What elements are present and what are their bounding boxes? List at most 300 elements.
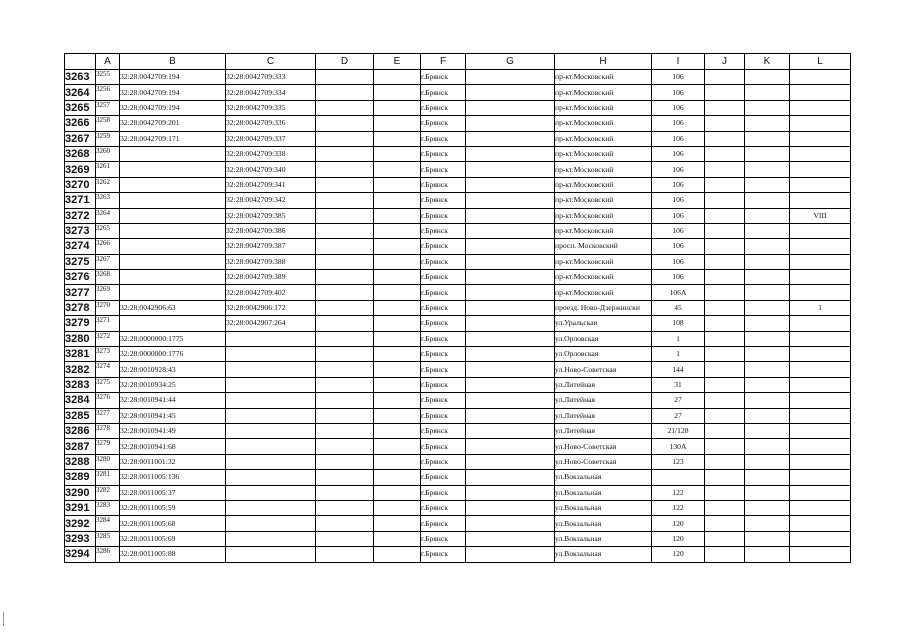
cell-e[interactable]: [374, 377, 421, 392]
cell-b[interactable]: 32:28:0011001:32: [120, 454, 226, 469]
cell-d[interactable]: [316, 177, 374, 192]
cell-e[interactable]: [374, 177, 421, 192]
cell-i[interactable]: 106: [652, 177, 705, 192]
cell-k[interactable]: [745, 516, 790, 531]
cell-l[interactable]: [790, 485, 851, 500]
cell-h[interactable]: пр-кт.Московский: [555, 193, 652, 208]
cell-a[interactable]: 3257: [96, 100, 120, 115]
cell-a[interactable]: 3279: [96, 439, 120, 454]
cell-i[interactable]: 122: [652, 485, 705, 500]
cell-c[interactable]: 32:28:0042709:342: [226, 193, 316, 208]
cell-k[interactable]: [745, 285, 790, 300]
cell-f[interactable]: г.Брянск: [421, 408, 466, 423]
cell-c[interactable]: 32:28:0042709:341: [226, 177, 316, 192]
cell-c[interactable]: [226, 516, 316, 531]
cell-i[interactable]: 106: [652, 193, 705, 208]
cell-f[interactable]: г.Брянск: [421, 485, 466, 500]
cell-h[interactable]: ул.Вокзальная: [555, 531, 652, 546]
cell-d[interactable]: [316, 85, 374, 100]
cell-k[interactable]: [745, 439, 790, 454]
cell-i[interactable]: 106: [652, 162, 705, 177]
cell-k[interactable]: [745, 485, 790, 500]
cell-l[interactable]: [790, 131, 851, 146]
cell-d[interactable]: [316, 300, 374, 315]
cell-e[interactable]: [374, 300, 421, 315]
cell-l[interactable]: [790, 470, 851, 485]
cell-l[interactable]: [790, 146, 851, 161]
cell-b[interactable]: 32:28:0011005:69: [120, 531, 226, 546]
cell-b[interactable]: 32:28:0042709:171: [120, 131, 226, 146]
cell-h[interactable]: ул.Вокзальная: [555, 470, 652, 485]
cell-e[interactable]: [374, 146, 421, 161]
cell-a[interactable]: 3282: [96, 485, 120, 500]
row-number[interactable]: 3290: [65, 485, 96, 500]
cell-h[interactable]: просп. Московский: [555, 239, 652, 254]
cell-i[interactable]: 27: [652, 393, 705, 408]
cell-e[interactable]: [374, 85, 421, 100]
cell-c[interactable]: 32:28:0042709:385: [226, 208, 316, 223]
row-number[interactable]: 3287: [65, 439, 96, 454]
cell-c[interactable]: [226, 485, 316, 500]
cell-f[interactable]: г.Брянск: [421, 316, 466, 331]
cell-b[interactable]: 32:28:0042709:194: [120, 85, 226, 100]
cell-g[interactable]: [466, 316, 555, 331]
cell-b[interactable]: 32:28:0042709:194: [120, 70, 226, 85]
cell-j[interactable]: [705, 331, 745, 346]
cell-l[interactable]: [790, 70, 851, 85]
cell-i[interactable]: 144: [652, 362, 705, 377]
cell-f[interactable]: г.Брянск: [421, 208, 466, 223]
row-number[interactable]: 3273: [65, 223, 96, 238]
cell-a[interactable]: 3267: [96, 254, 120, 269]
row-number[interactable]: 3294: [65, 547, 96, 562]
cell-e[interactable]: [374, 316, 421, 331]
cell-j[interactable]: [705, 423, 745, 438]
cell-f[interactable]: г.Брянск: [421, 146, 466, 161]
cell-g[interactable]: [466, 254, 555, 269]
cell-k[interactable]: [745, 347, 790, 362]
cell-l[interactable]: [790, 223, 851, 238]
cell-i[interactable]: 106А: [652, 285, 705, 300]
cell-f[interactable]: г.Брянск: [421, 116, 466, 131]
cell-j[interactable]: [705, 254, 745, 269]
cell-k[interactable]: [745, 423, 790, 438]
cell-j[interactable]: [705, 116, 745, 131]
cell-f[interactable]: г.Брянск: [421, 70, 466, 85]
cell-f[interactable]: г.Брянск: [421, 331, 466, 346]
cell-j[interactable]: [705, 146, 745, 161]
cell-g[interactable]: [466, 531, 555, 546]
cell-j[interactable]: [705, 516, 745, 531]
cell-h[interactable]: пр-кт.Московский: [555, 285, 652, 300]
cell-j[interactable]: [705, 377, 745, 392]
cell-i[interactable]: 106: [652, 146, 705, 161]
cell-g[interactable]: [466, 193, 555, 208]
cell-e[interactable]: [374, 393, 421, 408]
row-number[interactable]: 3264: [65, 85, 96, 100]
cell-k[interactable]: [745, 500, 790, 515]
cell-b[interactable]: [120, 162, 226, 177]
cell-j[interactable]: [705, 162, 745, 177]
row-number[interactable]: 3270: [65, 177, 96, 192]
cell-e[interactable]: [374, 423, 421, 438]
cell-b[interactable]: [120, 177, 226, 192]
cell-f[interactable]: г.Брянск: [421, 454, 466, 469]
cell-d[interactable]: [316, 331, 374, 346]
row-number[interactable]: 3293: [65, 531, 96, 546]
cell-a[interactable]: 3285: [96, 531, 120, 546]
cell-e[interactable]: [374, 485, 421, 500]
row-number[interactable]: 3283: [65, 377, 96, 392]
cell-f[interactable]: г.Брянск: [421, 239, 466, 254]
cell-c[interactable]: 32:28:0042709:389: [226, 270, 316, 285]
cell-i[interactable]: 106: [652, 223, 705, 238]
cell-d[interactable]: [316, 162, 374, 177]
cell-f[interactable]: г.Брянск: [421, 423, 466, 438]
row-number[interactable]: 3267: [65, 131, 96, 146]
cell-b[interactable]: [120, 285, 226, 300]
cell-a[interactable]: 3283: [96, 500, 120, 515]
row-number[interactable]: 3277: [65, 285, 96, 300]
cell-a[interactable]: 3263: [96, 193, 120, 208]
row-number[interactable]: 3265: [65, 100, 96, 115]
cell-e[interactable]: [374, 331, 421, 346]
cell-f[interactable]: г.Брянск: [421, 362, 466, 377]
cell-e[interactable]: [374, 254, 421, 269]
cell-k[interactable]: [745, 162, 790, 177]
cell-a[interactable]: 3275: [96, 377, 120, 392]
cell-g[interactable]: [466, 208, 555, 223]
cell-a[interactable]: 3261: [96, 162, 120, 177]
cell-e[interactable]: [374, 547, 421, 562]
cell-f[interactable]: г.Брянск: [421, 193, 466, 208]
cell-l[interactable]: [790, 377, 851, 392]
cell-g[interactable]: [466, 100, 555, 115]
cell-j[interactable]: [705, 177, 745, 192]
cell-j[interactable]: [705, 547, 745, 562]
cell-g[interactable]: [466, 470, 555, 485]
cell-d[interactable]: [316, 254, 374, 269]
cell-e[interactable]: [374, 116, 421, 131]
cell-l[interactable]: VIII: [790, 208, 851, 223]
cell-e[interactable]: [374, 70, 421, 85]
cell-a[interactable]: 3273: [96, 347, 120, 362]
cell-g[interactable]: [466, 70, 555, 85]
cell-f[interactable]: г.Брянск: [421, 500, 466, 515]
cell-h[interactable]: пр-кт.Московский: [555, 223, 652, 238]
cell-b[interactable]: [120, 208, 226, 223]
cell-l[interactable]: [790, 347, 851, 362]
row-number[interactable]: 3271: [65, 193, 96, 208]
column-header[interactable]: F: [421, 54, 466, 70]
cell-f[interactable]: г.Брянск: [421, 177, 466, 192]
cell-g[interactable]: [466, 454, 555, 469]
cell-d[interactable]: [316, 193, 374, 208]
cell-h[interactable]: ул.Ново-Советская: [555, 439, 652, 454]
cell-g[interactable]: [466, 393, 555, 408]
cell-e[interactable]: [374, 516, 421, 531]
row-number[interactable]: 3286: [65, 423, 96, 438]
cell-g[interactable]: [466, 485, 555, 500]
cell-d[interactable]: [316, 223, 374, 238]
cell-j[interactable]: [705, 131, 745, 146]
cell-j[interactable]: [705, 100, 745, 115]
cell-e[interactable]: [374, 347, 421, 362]
cell-j[interactable]: [705, 223, 745, 238]
row-number[interactable]: 3266: [65, 116, 96, 131]
cell-b[interactable]: 32:28:0042709:194: [120, 100, 226, 115]
column-header[interactable]: B: [120, 54, 226, 70]
cell-l[interactable]: [790, 85, 851, 100]
cell-i[interactable]: 106: [652, 116, 705, 131]
cell-j[interactable]: [705, 470, 745, 485]
cell-h[interactable]: пр-кт.Московский: [555, 131, 652, 146]
cell-h[interactable]: пр-кт.Московский: [555, 162, 652, 177]
cell-g[interactable]: [466, 516, 555, 531]
cell-b[interactable]: 32:28:0011005:59: [120, 500, 226, 515]
cell-k[interactable]: [745, 454, 790, 469]
cell-f[interactable]: г.Брянск: [421, 347, 466, 362]
cell-a[interactable]: 3280: [96, 454, 120, 469]
cell-a[interactable]: 3268: [96, 270, 120, 285]
cell-c[interactable]: [226, 393, 316, 408]
cell-l[interactable]: [790, 362, 851, 377]
cell-g[interactable]: [466, 347, 555, 362]
cell-b[interactable]: [120, 223, 226, 238]
cell-e[interactable]: [374, 362, 421, 377]
cell-g[interactable]: [466, 500, 555, 515]
cell-b[interactable]: 32:28:0010934:25: [120, 377, 226, 392]
cell-i[interactable]: 108: [652, 316, 705, 331]
cell-k[interactable]: [745, 531, 790, 546]
column-header[interactable]: [65, 54, 96, 70]
cell-a[interactable]: 3284: [96, 516, 120, 531]
cell-g[interactable]: [466, 362, 555, 377]
cell-i[interactable]: 106: [652, 131, 705, 146]
row-number[interactable]: 3276: [65, 270, 96, 285]
row-number[interactable]: 3278: [65, 300, 96, 315]
cell-d[interactable]: [316, 439, 374, 454]
cell-a[interactable]: 3278: [96, 423, 120, 438]
cell-j[interactable]: [705, 362, 745, 377]
cell-f[interactable]: г.Брянск: [421, 377, 466, 392]
cell-l[interactable]: [790, 177, 851, 192]
cell-a[interactable]: 3274: [96, 362, 120, 377]
cell-k[interactable]: [745, 146, 790, 161]
cell-c[interactable]: [226, 377, 316, 392]
cell-e[interactable]: [374, 531, 421, 546]
cell-i[interactable]: 1: [652, 331, 705, 346]
cell-i[interactable]: [652, 470, 705, 485]
cell-i[interactable]: 120: [652, 531, 705, 546]
cell-h[interactable]: проезд. Ново-Дзержински: [555, 300, 652, 315]
cell-l[interactable]: [790, 408, 851, 423]
cell-d[interactable]: [316, 285, 374, 300]
cell-c[interactable]: 32:28:0042709:402: [226, 285, 316, 300]
cell-a[interactable]: 3272: [96, 331, 120, 346]
cell-g[interactable]: [466, 177, 555, 192]
cell-c[interactable]: 32:28:0042709:338: [226, 146, 316, 161]
cell-b[interactable]: 32:28:0042709:201: [120, 116, 226, 131]
cell-a[interactable]: 3260: [96, 146, 120, 161]
cell-h[interactable]: ул.Ново-Советская: [555, 454, 652, 469]
cell-g[interactable]: [466, 270, 555, 285]
cell-b[interactable]: [120, 239, 226, 254]
cell-c[interactable]: 32:28:0042709:340: [226, 162, 316, 177]
column-header[interactable]: C: [226, 54, 316, 70]
cell-i[interactable]: 120: [652, 516, 705, 531]
cell-h[interactable]: ул.Литейная: [555, 423, 652, 438]
cell-f[interactable]: г.Брянск: [421, 254, 466, 269]
row-number[interactable]: 3263: [65, 70, 96, 85]
cell-f[interactable]: г.Брянск: [421, 85, 466, 100]
row-number[interactable]: 3282: [65, 362, 96, 377]
cell-d[interactable]: [316, 362, 374, 377]
cell-g[interactable]: [466, 423, 555, 438]
cell-k[interactable]: [745, 239, 790, 254]
cell-b[interactable]: [120, 270, 226, 285]
cell-c[interactable]: 32:28:0042709:337: [226, 131, 316, 146]
cell-i[interactable]: 106: [652, 239, 705, 254]
cell-b[interactable]: 32:28:0010941:68: [120, 439, 226, 454]
column-header[interactable]: I: [652, 54, 705, 70]
cell-f[interactable]: г.Брянск: [421, 131, 466, 146]
cell-e[interactable]: [374, 439, 421, 454]
cell-a[interactable]: 3286: [96, 547, 120, 562]
row-number[interactable]: 3284: [65, 393, 96, 408]
cell-h[interactable]: ул.Уральская: [555, 316, 652, 331]
row-number[interactable]: 3288: [65, 454, 96, 469]
cell-g[interactable]: [466, 146, 555, 161]
cell-f[interactable]: г.Брянск: [421, 300, 466, 315]
cell-i[interactable]: 106: [652, 208, 705, 223]
cell-e[interactable]: [374, 162, 421, 177]
cell-c[interactable]: [226, 347, 316, 362]
cell-h[interactable]: ул.Ново-Советская: [555, 362, 652, 377]
cell-f[interactable]: г.Брянск: [421, 547, 466, 562]
cell-f[interactable]: г.Брянск: [421, 223, 466, 238]
row-number[interactable]: 3292: [65, 516, 96, 531]
cell-d[interactable]: [316, 470, 374, 485]
row-number[interactable]: 3289: [65, 470, 96, 485]
cell-l[interactable]: [790, 316, 851, 331]
cell-j[interactable]: [705, 300, 745, 315]
cell-b[interactable]: 32:28:0000000:1775: [120, 331, 226, 346]
cell-i[interactable]: 106: [652, 100, 705, 115]
cell-a[interactable]: 3276: [96, 393, 120, 408]
cell-d[interactable]: [316, 116, 374, 131]
cell-f[interactable]: г.Брянск: [421, 393, 466, 408]
cell-h[interactable]: пр-кт.Московский: [555, 70, 652, 85]
column-header[interactable]: J: [705, 54, 745, 70]
cell-h[interactable]: ул.Вокзальная: [555, 516, 652, 531]
cell-a[interactable]: 3258: [96, 116, 120, 131]
cell-b[interactable]: 32:28:0011005:37: [120, 485, 226, 500]
cell-g[interactable]: [466, 223, 555, 238]
cell-k[interactable]: [745, 177, 790, 192]
cell-d[interactable]: [316, 423, 374, 438]
cell-i[interactable]: 106: [652, 270, 705, 285]
column-header[interactable]: L: [790, 54, 851, 70]
cell-e[interactable]: [374, 131, 421, 146]
cell-j[interactable]: [705, 316, 745, 331]
cell-k[interactable]: [745, 393, 790, 408]
cell-c[interactable]: 32:28:0042907:264: [226, 316, 316, 331]
cell-e[interactable]: [374, 470, 421, 485]
cell-d[interactable]: [316, 131, 374, 146]
cell-h[interactable]: пр-кт.Московский: [555, 100, 652, 115]
cell-f[interactable]: г.Брянск: [421, 531, 466, 546]
cell-i[interactable]: 31: [652, 377, 705, 392]
cell-b[interactable]: 32:28:0010941:49: [120, 423, 226, 438]
cell-i[interactable]: 123: [652, 454, 705, 469]
cell-k[interactable]: [745, 131, 790, 146]
cell-c[interactable]: [226, 470, 316, 485]
cell-k[interactable]: [745, 300, 790, 315]
cell-g[interactable]: [466, 377, 555, 392]
cell-d[interactable]: [316, 316, 374, 331]
cell-l[interactable]: [790, 500, 851, 515]
column-header[interactable]: K: [745, 54, 790, 70]
cell-l[interactable]: [790, 193, 851, 208]
row-number[interactable]: 3274: [65, 239, 96, 254]
cell-c[interactable]: 32:28:0042709:387: [226, 239, 316, 254]
cell-e[interactable]: [374, 408, 421, 423]
cell-h[interactable]: ул.Литейная: [555, 377, 652, 392]
cell-k[interactable]: [745, 408, 790, 423]
cell-g[interactable]: [466, 285, 555, 300]
cell-a[interactable]: 3270: [96, 300, 120, 315]
cell-a[interactable]: 3264: [96, 208, 120, 223]
cell-k[interactable]: [745, 547, 790, 562]
cell-l[interactable]: [790, 423, 851, 438]
cell-e[interactable]: [374, 223, 421, 238]
cell-l[interactable]: [790, 162, 851, 177]
cell-f[interactable]: г.Брянск: [421, 516, 466, 531]
cell-l[interactable]: [790, 516, 851, 531]
row-number[interactable]: 3279: [65, 316, 96, 331]
cell-l[interactable]: [790, 531, 851, 546]
cell-l[interactable]: 1: [790, 300, 851, 315]
cell-j[interactable]: [705, 393, 745, 408]
column-header[interactable]: G: [466, 54, 555, 70]
cell-g[interactable]: [466, 331, 555, 346]
cell-b[interactable]: [120, 193, 226, 208]
cell-c[interactable]: 32:28:0042906:172: [226, 300, 316, 315]
cell-i[interactable]: 120: [652, 547, 705, 562]
cell-e[interactable]: [374, 208, 421, 223]
cell-j[interactable]: [705, 439, 745, 454]
cell-c[interactable]: [226, 331, 316, 346]
cell-l[interactable]: [790, 285, 851, 300]
cell-h[interactable]: пр-кт.Московский: [555, 146, 652, 161]
cell-j[interactable]: [705, 285, 745, 300]
cell-k[interactable]: [745, 85, 790, 100]
cell-k[interactable]: [745, 208, 790, 223]
cell-f[interactable]: г.Брянск: [421, 270, 466, 285]
cell-e[interactable]: [374, 270, 421, 285]
cell-h[interactable]: пр-кт.Московский: [555, 177, 652, 192]
cell-d[interactable]: [316, 500, 374, 515]
cell-l[interactable]: [790, 454, 851, 469]
cell-i[interactable]: 27: [652, 408, 705, 423]
cell-j[interactable]: [705, 347, 745, 362]
cell-l[interactable]: [790, 100, 851, 115]
column-header[interactable]: D: [316, 54, 374, 70]
row-number[interactable]: 3285: [65, 408, 96, 423]
row-number[interactable]: 3291: [65, 500, 96, 515]
cell-g[interactable]: [466, 116, 555, 131]
